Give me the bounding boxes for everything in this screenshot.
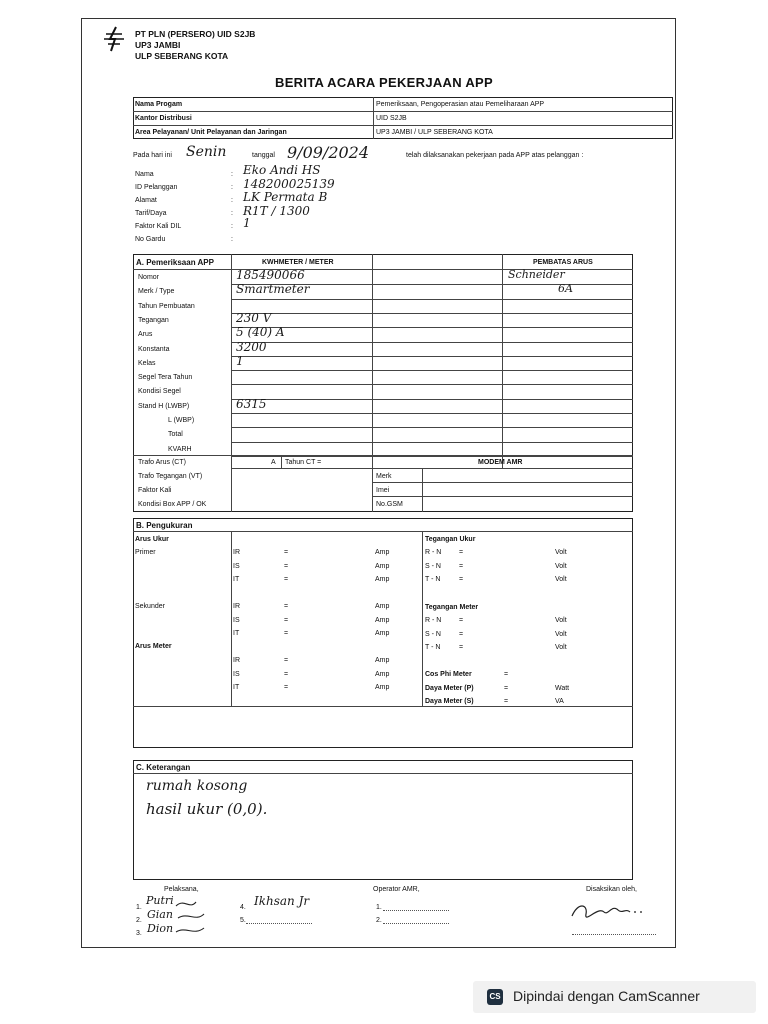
- trafo-label-ct: Trafo Arus (CT): [138, 459, 186, 466]
- voltage-phase-label: S - N: [425, 630, 441, 638]
- equals-sign: =: [459, 617, 464, 624]
- volt-unit: Volt: [555, 576, 567, 583]
- volt-unit: Volt: [555, 617, 567, 624]
- section-a-row-label: Tahun Pembuatan: [138, 302, 195, 310]
- amp-unit: Amp: [375, 603, 390, 610]
- org-line-3: ULP SEBERANG KOTA: [135, 51, 229, 61]
- amp-unit: Amp: [375, 576, 390, 583]
- modem-label-imei: Imei: [376, 487, 390, 494]
- customer-label-nama: Nama: [135, 171, 154, 178]
- pembatas-value: 6A: [558, 282, 573, 296]
- equals-sign: =: [284, 684, 289, 691]
- org-header: [135, 29, 255, 62]
- customer-label-faktor: Faktor Kali DIL: [135, 223, 182, 230]
- voltage-phase-label: T - N: [425, 576, 441, 583]
- volt-unit: Volt: [555, 549, 567, 556]
- kwh-value: Smartmeter: [236, 282, 310, 297]
- camscanner-text: Dipindai dengan CamScanner: [513, 988, 700, 1004]
- tegangan-meter-heading: Tegangan Meter: [425, 604, 479, 611]
- trafo-a-unit: A: [271, 459, 276, 466]
- equals-sign: =: [284, 603, 289, 610]
- date-day: Senin: [186, 144, 227, 160]
- section-a-row-label: Merk / Type: [138, 288, 175, 296]
- amp-unit: Amp: [375, 684, 390, 691]
- customer-value-alamat: LK Permata B: [243, 190, 328, 204]
- arus-meter-heading: Arus Meter: [135, 643, 172, 650]
- section-a-row-label: Kelas: [138, 359, 156, 367]
- kwh-value: 230 V: [236, 310, 272, 325]
- amp-unit: Amp: [375, 657, 390, 664]
- equals-sign: =: [459, 644, 464, 651]
- customer-label-id: ID Pelanggan: [135, 184, 178, 191]
- date-tanggal-label: tanggal: [252, 152, 275, 159]
- equals-sign: =: [459, 549, 464, 556]
- volt-unit: Volt: [555, 562, 567, 570]
- kwh-value: 5 (40) A: [236, 325, 285, 340]
- phase-label: IT: [233, 576, 240, 583]
- date-value: 9/09/2024: [287, 143, 370, 162]
- section-a-title: A. Pemeriksaan APP: [136, 258, 214, 267]
- info-label-area: Area Pelayanan/ Unit Pelayanan dan Jaringan: [135, 129, 287, 136]
- section-a-row-label: Konstanta: [138, 345, 170, 353]
- witness-signature: [568, 898, 648, 928]
- customer-value-faktor: 1: [243, 216, 251, 230]
- customer-label-tarif: Tarif/Daya: [135, 210, 167, 217]
- amp-unit: Amp: [375, 616, 390, 624]
- pembatas-value: Schneider: [508, 268, 565, 281]
- kwh-value: 3200: [236, 339, 267, 354]
- section-c-title: C. Keterangan: [136, 763, 191, 772]
- camscanner-logo-icon: CS: [487, 989, 503, 1005]
- disaksikan-label: Disaksikan oleh,: [586, 886, 637, 893]
- info-label-kantor: Kantor Distribusi: [135, 115, 192, 122]
- section-a-row-label: KVARH: [168, 445, 192, 453]
- section-a-row-label: Total: [168, 431, 183, 439]
- section-b-title: B. Pengukuran: [136, 521, 193, 530]
- trafo-label-faktor: Faktor Kali: [138, 487, 172, 494]
- section-a-row-label: L (WBP): [168, 417, 195, 424]
- section-a-row-label: Segel Tera Tahun: [138, 374, 193, 382]
- equals-sign: =: [284, 562, 289, 570]
- signature-scribbles: [170, 896, 230, 940]
- daya-p-label: Daya Meter (P): [425, 685, 474, 692]
- phase-label: IS: [233, 616, 240, 624]
- customer-value-tarif: R1T / 1300: [243, 204, 310, 218]
- customer-label-gardu: No Gardu: [135, 236, 166, 243]
- modem-label-merk: Merk: [376, 473, 392, 480]
- sekunder-label: Sekunder: [135, 603, 165, 610]
- volt-unit: Volt: [555, 630, 567, 638]
- amp-unit: Amp: [375, 670, 390, 678]
- kwh-value: 185490066: [236, 268, 305, 282]
- equals-sign: =: [459, 562, 464, 570]
- amp-unit: Amp: [375, 562, 390, 570]
- signature-name-1: Putri: [146, 894, 174, 907]
- phase-label: IR: [233, 549, 240, 556]
- camscanner-watermark: [473, 981, 756, 1013]
- signature-name-3: Dion: [147, 922, 174, 935]
- kwh-value: 6315: [236, 396, 267, 411]
- va-unit: VA: [555, 698, 564, 705]
- phase-label: IR: [233, 657, 240, 664]
- customer-value-id: 148200025139: [243, 177, 335, 191]
- kwh-value: 1: [236, 353, 244, 368]
- section-a-row-label: Stand H (LWBP): [138, 402, 190, 410]
- kwh-column-header: KWHMETER / METER: [262, 259, 334, 266]
- info-value-program: Pemeriksaan, Pengoperasian atau Pemeliharaan APP: [376, 101, 545, 108]
- modem-label-gsm: No.GSM: [376, 501, 403, 508]
- arus-ukur-heading: Arus Ukur: [135, 536, 169, 543]
- equals-sign: =: [284, 549, 289, 556]
- phase-label: IR: [233, 603, 240, 610]
- document-title: BERITA ACARA PEKERJAAN APP: [275, 75, 493, 90]
- phase-label: IS: [233, 562, 240, 570]
- pembatas-column-header: PEMBATAS ARUS: [533, 259, 593, 266]
- signature-name-4: Ikhsan Jr: [254, 894, 310, 908]
- org-line-1: PT PLN (PERSERO) UID S2JB: [135, 29, 256, 39]
- customer-value-nama: Eko Andi HS: [243, 163, 321, 177]
- keterangan-note-1: rumah kosong: [146, 778, 248, 794]
- info-value-kantor: UID S2JB: [376, 115, 407, 122]
- volt-unit: Volt: [555, 644, 567, 651]
- date-prefix: Pada hari ini: [133, 152, 172, 159]
- amp-unit: Amp: [375, 549, 390, 556]
- section-a-row-label: Arus: [138, 331, 153, 339]
- section-a-row-label: Nomor: [138, 274, 160, 281]
- phase-label: IT: [233, 630, 240, 637]
- info-value-area: UP3 JAMBI / ULP SEBERANG KOTA: [376, 129, 493, 136]
- voltage-phase-label: R - N: [425, 617, 442, 624]
- primer-label: Primer: [135, 549, 156, 556]
- equals-sign: =: [284, 630, 289, 637]
- modem-amr-title: MODEM AMR: [478, 459, 523, 466]
- equals-sign: =: [284, 576, 289, 583]
- date-suffix: telah dilaksanakan pekerjaan pada APP atas pelanggan :: [406, 152, 584, 159]
- signature-name-2: Gian: [147, 908, 173, 921]
- amp-unit: Amp: [375, 630, 390, 637]
- equals-sign: =: [459, 630, 464, 638]
- equals-sign: =: [284, 670, 289, 678]
- info-label-program: Nama Progam: [135, 101, 183, 108]
- keterangan-note-2: hasil ukur (0,0).: [146, 800, 268, 818]
- section-a-row-label: Tegangan: [138, 316, 169, 324]
- trafo-label-box: Kondisi Box APP / OK: [138, 501, 207, 508]
- tahun-ct-label: Tahun CT =: [285, 459, 322, 466]
- watt-unit: Watt: [555, 685, 570, 692]
- voltage-phase-label: R - N: [425, 549, 442, 556]
- pelaksana-label: Pelaksana,: [164, 886, 199, 893]
- daya-s-label: Daya Meter (S): [425, 698, 474, 705]
- voltage-phase-label: T - N: [425, 644, 441, 651]
- org-line-2: UP3 JAMBI: [135, 40, 181, 50]
- tegangan-ukur-heading: Tegangan Ukur: [425, 536, 476, 543]
- phase-label: IS: [233, 670, 240, 678]
- operator-label: Operator AMR,: [373, 886, 420, 893]
- cos-phi-label: Cos Phi Meter: [425, 671, 472, 678]
- voltage-phase-label: S - N: [425, 562, 441, 570]
- customer-label-alamat: Alamat: [135, 197, 157, 204]
- equals-sign: =: [284, 657, 289, 664]
- equals-sign: =: [284, 616, 289, 624]
- section-a-row-label: Kondisi Segel: [138, 388, 181, 396]
- equals-sign: =: [459, 576, 464, 583]
- phase-label: IT: [233, 684, 240, 691]
- trafo-label-vt: Trafo Tegangan (VT): [138, 473, 203, 480]
